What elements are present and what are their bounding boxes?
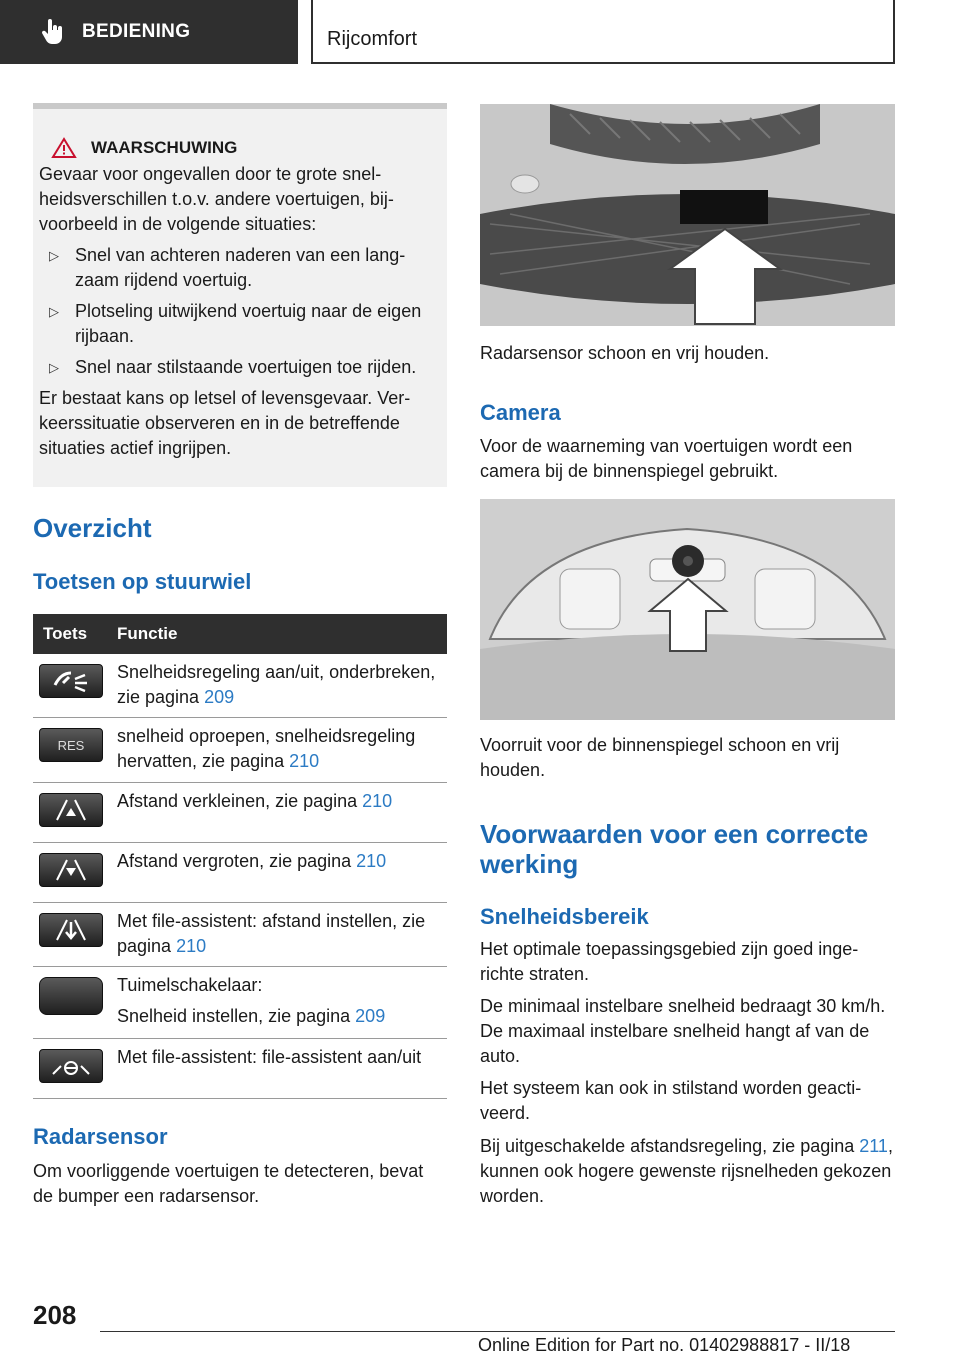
table-header bbox=[33, 614, 447, 654]
radar-caption: Radarsensor schoon en vrij houden. bbox=[480, 343, 770, 363]
requirements-p3: Het systeem kan ook in stilstand worden geactiveerd. bbox=[480, 1078, 862, 1123]
camera-caption: Voorruit voor de binnenspiegel schoon en vrij houden. bbox=[480, 735, 840, 780]
table-row bbox=[33, 843, 447, 903]
warning-item: ▷ Plotseling uitwijkend voertuig naar de eigen rijbaan. bbox=[39, 299, 439, 349]
warning-item: ▷ Snel van achteren naderen van een langzaam rijdend voertuig. bbox=[39, 243, 439, 293]
overview-heading: Overzicht bbox=[33, 513, 152, 543]
row-text: Afstand vergroten, zie pagina bbox=[117, 851, 357, 871]
table-row bbox=[33, 967, 447, 1039]
requirements-p4: Bij uitgeschakelde afstandsregeling, zie pagina 211, kunnen ook hogere gewenste rijsnelheden gekozen worden. bbox=[480, 1136, 893, 1206]
buttons-subheading: Toetsen op stuurwiel bbox=[33, 569, 252, 594]
distance-assist-icon bbox=[39, 913, 103, 947]
row-text: Met file-assistent: file-assistent aan/uit bbox=[117, 1047, 422, 1067]
warning-triangle-icon bbox=[51, 137, 77, 159]
table-row bbox=[33, 718, 447, 783]
camera-text: Voor de waarneming van voertuigen wordt een camera bij de binnenspiegel gebruikt. bbox=[480, 436, 853, 481]
page-link[interactable]: 210 bbox=[289, 751, 320, 771]
table-row bbox=[33, 654, 447, 718]
buttons-table bbox=[33, 614, 447, 1099]
warning-outro: Er bestaat kans op letsel of levensgevaar. Verkeerssituatie observeren en in de betreffende situaties actief ingrijpen. bbox=[39, 388, 411, 458]
requirements-heading-2: werking bbox=[480, 849, 579, 879]
edition-note: Online Edition for Part no. 01402988817 - II/18 bbox=[478, 1335, 851, 1355]
section-header bbox=[311, 0, 895, 64]
table-row bbox=[33, 903, 447, 967]
warning-item: ▷ Snel naar stilstaande voertuigen toe rijden. bbox=[39, 355, 439, 380]
page-link[interactable]: 210 bbox=[176, 936, 207, 956]
row-text: snelheid oproepen, snelheidsregeling hervatten, zie pagina bbox=[117, 726, 416, 771]
table-row bbox=[33, 783, 447, 843]
windshield-camera-photo bbox=[480, 499, 895, 720]
cruise-control-icon bbox=[39, 664, 103, 698]
page-link[interactable]: 210 bbox=[362, 791, 393, 811]
warning-intro: Gevaar voor ongevallen door te grote snelheidsverschillen t.o.v. andere voertuigen, bijvoorbeeld in de volgende situaties: bbox=[39, 164, 394, 234]
row-text: Met file-assistent: afstand instellen, zie pagina bbox=[117, 911, 426, 956]
page-link[interactable]: 209 bbox=[204, 687, 235, 707]
section-title: Rijcomfort bbox=[327, 28, 418, 50]
row-text: Snelheid instellen, zie pagina bbox=[117, 1006, 356, 1026]
rocker-switch-icon bbox=[39, 977, 103, 1015]
warning-title: WAARSCHUWING bbox=[51, 135, 439, 160]
traffic-jam-assist-icon bbox=[39, 1049, 103, 1083]
footer-rule bbox=[100, 1331, 895, 1332]
chapter-tab[interactable] bbox=[0, 0, 298, 64]
page-link[interactable]: 211 bbox=[859, 1136, 888, 1156]
res-button-icon: RES bbox=[39, 728, 103, 762]
warning-list bbox=[39, 243, 439, 380]
radar-heading: Radarsensor bbox=[33, 1124, 168, 1149]
page-link[interactable]: 209 bbox=[355, 1006, 386, 1026]
requirements-p2: De minimaal instelbare snelheid bedraagt 30 km/h. De maximaal instelbare snelheid hangt af van de auto. bbox=[480, 996, 886, 1066]
row-text: Snelheidsregeling aan/uit, onderbreken, zie pagina bbox=[117, 662, 436, 707]
row-text: Afstand verkleinen, zie pagina bbox=[117, 791, 363, 811]
warning-box bbox=[33, 103, 447, 487]
table-row bbox=[33, 1039, 447, 1099]
radar-sensor-photo bbox=[480, 104, 895, 326]
distance-decrease-icon bbox=[39, 793, 103, 827]
distance-increase-icon bbox=[39, 853, 103, 887]
requirements-p1: Het optimale toepassingsgebied zijn goed ingerichte straten. bbox=[480, 939, 859, 984]
page-link[interactable]: 210 bbox=[356, 851, 387, 871]
requirements-heading: Voorwaarden voor een correcte bbox=[480, 819, 869, 849]
radar-text: Om voorliggende voertuigen te detecteren, bevat de bumper een radarsensor. bbox=[33, 1161, 424, 1206]
camera-heading: Camera bbox=[480, 400, 561, 425]
hand-pointer-icon bbox=[38, 17, 68, 47]
col-key-header: Toets bbox=[43, 624, 88, 643]
speed-range-heading: Snelheidsbereik bbox=[480, 904, 649, 929]
row-text: Tuimelschakelaar: bbox=[117, 975, 263, 995]
page-number: 208 bbox=[33, 1300, 77, 1330]
chapter-label: BEDIENING bbox=[82, 21, 191, 42]
col-function-header: Functie bbox=[117, 624, 178, 643]
